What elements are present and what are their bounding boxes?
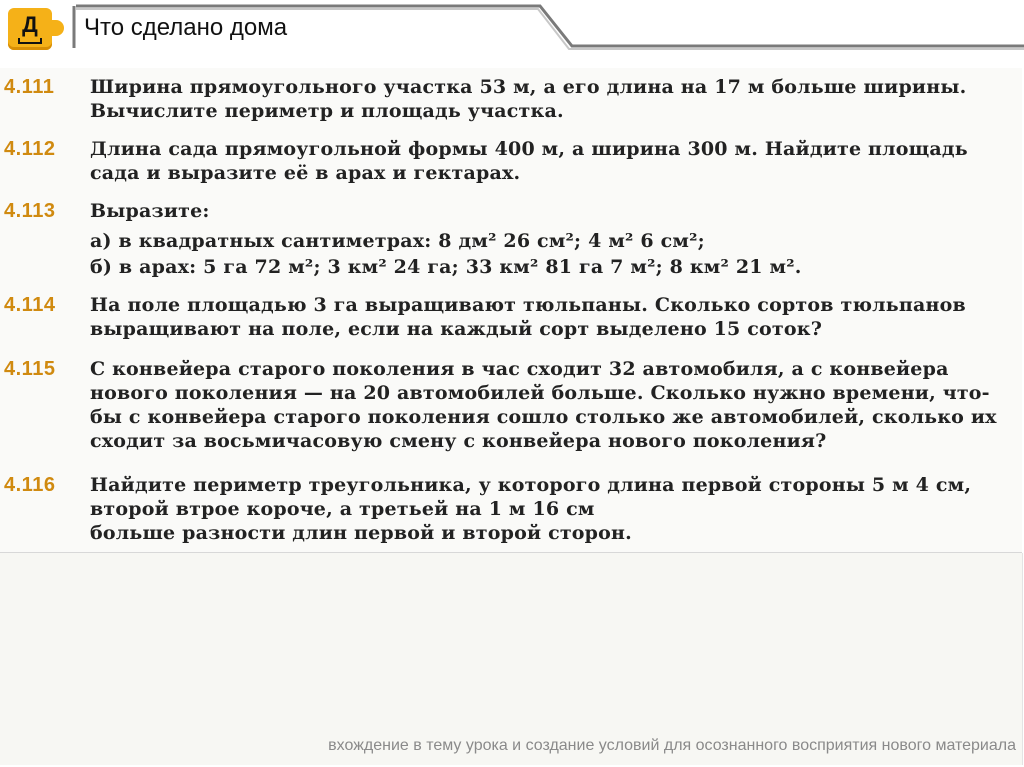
footer-caption: вхождение в тему урока и создание условий для осознанного восприятия нового материала xyxy=(328,737,1016,754)
problem-text-line: Длина сада прямоугольной формы 400 м, а ширина 300 м. Найдите площадь xyxy=(90,138,968,160)
problems-panel xyxy=(0,68,1022,554)
problem-number: 4.116 xyxy=(4,474,56,496)
problem-text-line: Ширина прямоугольного участка 53 м, а его длина на 17 м больше ширины. xyxy=(90,76,967,98)
blank-area xyxy=(0,553,1023,765)
problem-text-line: бы с конвейера старого поколения сошло столько же автомобилей, сколько их xyxy=(90,406,997,428)
problem-text-line: Выразите: xyxy=(90,200,210,222)
page-title: Что сделано дома xyxy=(84,14,288,41)
problem-text-line: На поле площадью 3 га выращивают тюльпаны. Сколько сортов тюльпанов xyxy=(90,294,966,316)
badge-letter: Д xyxy=(8,12,52,38)
problem-text-line: больше разности длин первой и второй сторон. xyxy=(90,522,632,544)
problem-text-line: сходит за восьмичасовую смену с конвейера нового поколения? xyxy=(90,430,827,452)
problem-number: 4.115 xyxy=(4,358,56,380)
problem-text-line: а) в квадратных сантиметрах: 8 дм² 26 см²; 4 м² 6 см²; xyxy=(90,230,705,252)
problem-text-line: б) в арах: 5 га 72 м²; 3 км² 24 га; 33 км² 81 га 7 м²; 8 км² 21 м². xyxy=(90,256,802,278)
problem-text-line: С конвейера старого поколения в час сходит 32 автомобиля, а с конвейера xyxy=(90,358,949,380)
problem-text-line: Вычислите периметр и площадь участка. xyxy=(90,100,564,122)
lesson-badge-icon xyxy=(8,8,52,50)
problem-text-line: нового поколения — на 20 автомобилей больше. Сколько нужно времени, что- xyxy=(90,382,990,404)
problem-text-line: второй втрое короче, а третьей на 1 м 16 см xyxy=(90,498,595,520)
problem-text-line: выращивают на поле, если на каждый сорт выделено 15 соток? xyxy=(90,318,823,340)
problem-number: 4.114 xyxy=(4,294,56,316)
problem-number: 4.111 xyxy=(4,76,55,98)
problem-number: 4.112 xyxy=(4,138,56,160)
problem-number: 4.113 xyxy=(4,200,56,222)
problem-text-line: сада и выразите её в арах и гектарах. xyxy=(90,162,521,184)
problem-text-line: Найдите периметр треугольника, у которого длина первой стороны 5 м 4 см, xyxy=(90,474,972,496)
